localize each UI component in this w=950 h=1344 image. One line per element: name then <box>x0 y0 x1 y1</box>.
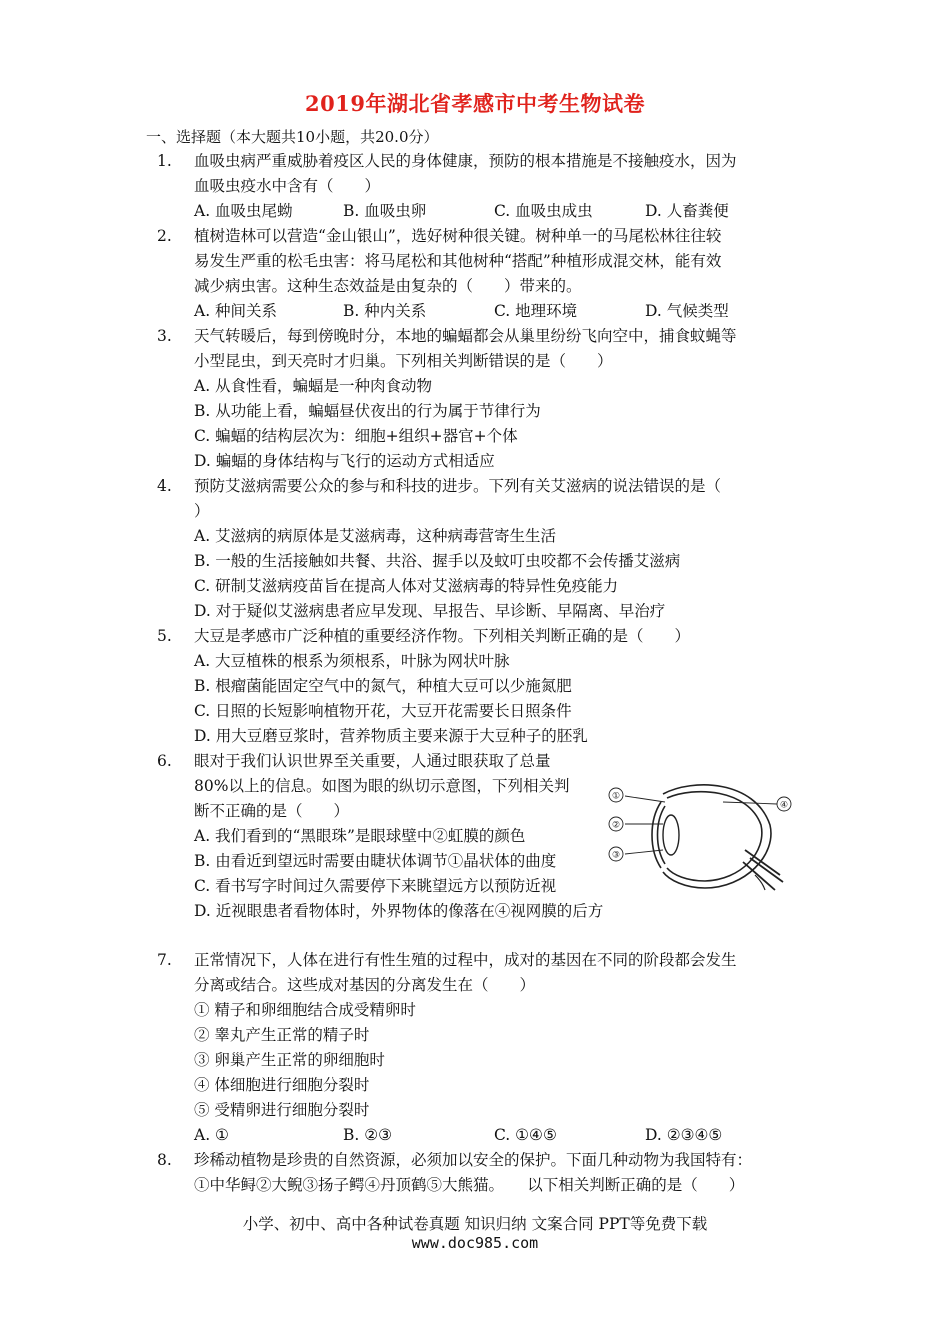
figure-label-4: ④ <box>779 800 789 811</box>
option-c[interactable]: C. 血吸虫成虫 <box>494 202 593 220</box>
question-text: 血吸虫疫水中含有（ ） <box>194 177 381 195</box>
question-text: 分离或结合。这些成对基因的分离发生在（ ） <box>194 976 536 994</box>
question-number: 6. <box>157 752 172 770</box>
option-a[interactable]: A. 血吸虫尾蚴 <box>194 202 293 220</box>
option-b[interactable]: B. 从功能上看，蝙蝠昼伏夜出的行为属于节律行为 <box>194 402 541 420</box>
question-text: 易发生严重的松毛虫害：将马尾松和其他树种“搭配”种植形成混交林，能有效 <box>194 252 722 270</box>
question-number: 3. <box>157 327 172 345</box>
question-text: 减少病虫害。这种生态效益是由复杂的（ ）带来的。 <box>194 277 582 295</box>
question-number: 4. <box>157 477 172 495</box>
option-a[interactable]: A. 从食性看，蝙蝠是一种肉食动物 <box>194 377 433 395</box>
question-number: 5. <box>157 627 172 645</box>
footer-website[interactable]: www.doc985.com <box>411 1234 539 1252</box>
exam-title: 2019年湖北省孝感市中考生物试卷 <box>305 91 645 116</box>
question-text: ①中华鲟②大鲵③扬子鳄④丹顶鹤⑤大熊猫。 以下相关判断正确的是（ ） <box>194 1176 745 1194</box>
option-d[interactable]: D. 气候类型 <box>645 302 729 320</box>
option-c[interactable]: C. 地理环境 <box>494 302 578 320</box>
option-a[interactable]: A. 我们看到的“黑眼珠”是眼球壁中②虹膜的颜色 <box>194 827 526 845</box>
question-number: 1. <box>157 152 172 170</box>
option-b[interactable]: B. 种内关系 <box>343 302 427 320</box>
question-text: ） <box>194 502 210 520</box>
figure-label-2: ② <box>611 820 621 831</box>
option-b[interactable]: B. ②③ <box>343 1126 393 1144</box>
question-text: 珍稀动植物是珍贵的自然资源，必须加以安全的保护。下面几种动物为我国特有： <box>194 1151 753 1169</box>
option-d[interactable]: D. ②③④⑤ <box>645 1126 723 1144</box>
option-d[interactable]: D. 用大豆磨豆浆时，营养物质主要来源于大豆种子的胚乳 <box>194 727 588 745</box>
question-text: 小型昆虫，到天亮时才归巢。下列相关判断错误的是（ ） <box>194 352 613 370</box>
list-item: ③ 卵巢产生正常的卵细胞时 <box>194 1051 385 1069</box>
option-b[interactable]: B. 根瘤菌能固定空气中的氮气，种植大豆可以少施氮肥 <box>194 677 572 695</box>
list-item: ① 精子和卵细胞结合成受精卵时 <box>194 1001 416 1019</box>
question-text: 断不正确的是（ ） <box>194 802 350 820</box>
question-text: 天气转暖后，每到傍晚时分，本地的蝙蝠都会从巢里纷纷飞向空中，捕食蚊蝇等 <box>194 327 737 345</box>
footer-promo-text: 小学、初中、高中各种试卷真题 知识归纳 文案合同 PPT等免费下载 <box>242 1215 708 1233</box>
question-text: 植树造林可以营造“金山银山”，选好树种很关键。树种单一的马尾松林往往较 <box>194 227 722 245</box>
option-c[interactable]: C. 看书写字时间过久需要停下来眺望远方以预防近视 <box>194 877 557 895</box>
option-b[interactable]: B. 由看近到望远时需要由睫状体调节①晶状体的曲度 <box>194 852 557 870</box>
option-b[interactable]: B. 血吸虫卵 <box>343 202 427 220</box>
question-text: 预防艾滋病需要公众的参与和科技的进步。下列有关艾滋病的说法错误的是（ <box>194 477 722 495</box>
list-item: ⑤ 受精卵进行细胞分裂时 <box>194 1101 370 1119</box>
option-a[interactable]: A. 艾滋病的病原体是艾滋病毒，这种病毒营寄生生活 <box>194 527 557 545</box>
section-heading: 一、选择题（本大题共10小题，共20.0分） <box>146 128 439 146</box>
question-text: 大豆是孝感市广泛种植的重要经济作物。下列相关判断正确的是（ ） <box>194 627 691 645</box>
question-text: 正常情况下，人体在进行有性生殖的过程中，成对的基因在不同的阶段都会发生 <box>194 951 737 969</box>
option-c[interactable]: C. 研制艾滋病疫苗旨在提高人体对艾滋病毒的特异性免疫能力 <box>194 577 619 595</box>
option-a[interactable]: A. ① <box>194 1126 229 1144</box>
option-c[interactable]: C. 日照的长短影响植物开花，大豆开花需要长日照条件 <box>194 702 572 720</box>
question-number: 2. <box>157 227 172 245</box>
option-d[interactable]: D. 人畜粪便 <box>645 202 729 220</box>
question-text: 血吸虫病严重威胁着疫区人民的身体健康，预防的根本措施是不接触疫水，因为 <box>194 152 737 170</box>
option-c[interactable]: C. 蝙蝠的结构层次为：细胞+组织+器官+个体 <box>194 427 518 445</box>
option-a[interactable]: A. 大豆植株的根系为须根系，叶脉为网状叶脉 <box>194 652 510 670</box>
eye-section-diagram <box>605 780 795 892</box>
question-number: 7. <box>157 951 172 969</box>
option-d[interactable]: D. 近视眼患者看物体时，外界物体的像落在④视网膜的后方 <box>194 902 604 920</box>
option-b[interactable]: B. 一般的生活接触如共餐、共浴、握手以及蚊叮虫咬都不会传播艾滋病 <box>194 552 681 570</box>
list-item: ② 睾丸产生正常的精子时 <box>194 1026 370 1044</box>
question-text: 80%以上的信息。如图为眼的纵切示意图，下列相关判 <box>194 777 570 795</box>
option-c[interactable]: C. ①④⑤ <box>494 1126 557 1144</box>
option-d[interactable]: D. 蝙蝠的身体结构与飞行的运动方式相适应 <box>194 452 495 470</box>
option-d[interactable]: D. 对于疑似艾滋病患者应早发现、早报告、早诊断、早隔离、早治疗 <box>194 602 666 620</box>
question-text: 眼对于我们认识世界至关重要，人通过眼获取了总量 <box>194 752 551 770</box>
option-a[interactable]: A. 种间关系 <box>194 302 278 320</box>
figure-label-1: ① <box>611 791 621 802</box>
question-number: 8. <box>157 1151 172 1169</box>
figure-label-3: ③ <box>611 850 621 861</box>
list-item: ④ 体细胞进行细胞分裂时 <box>194 1076 370 1094</box>
